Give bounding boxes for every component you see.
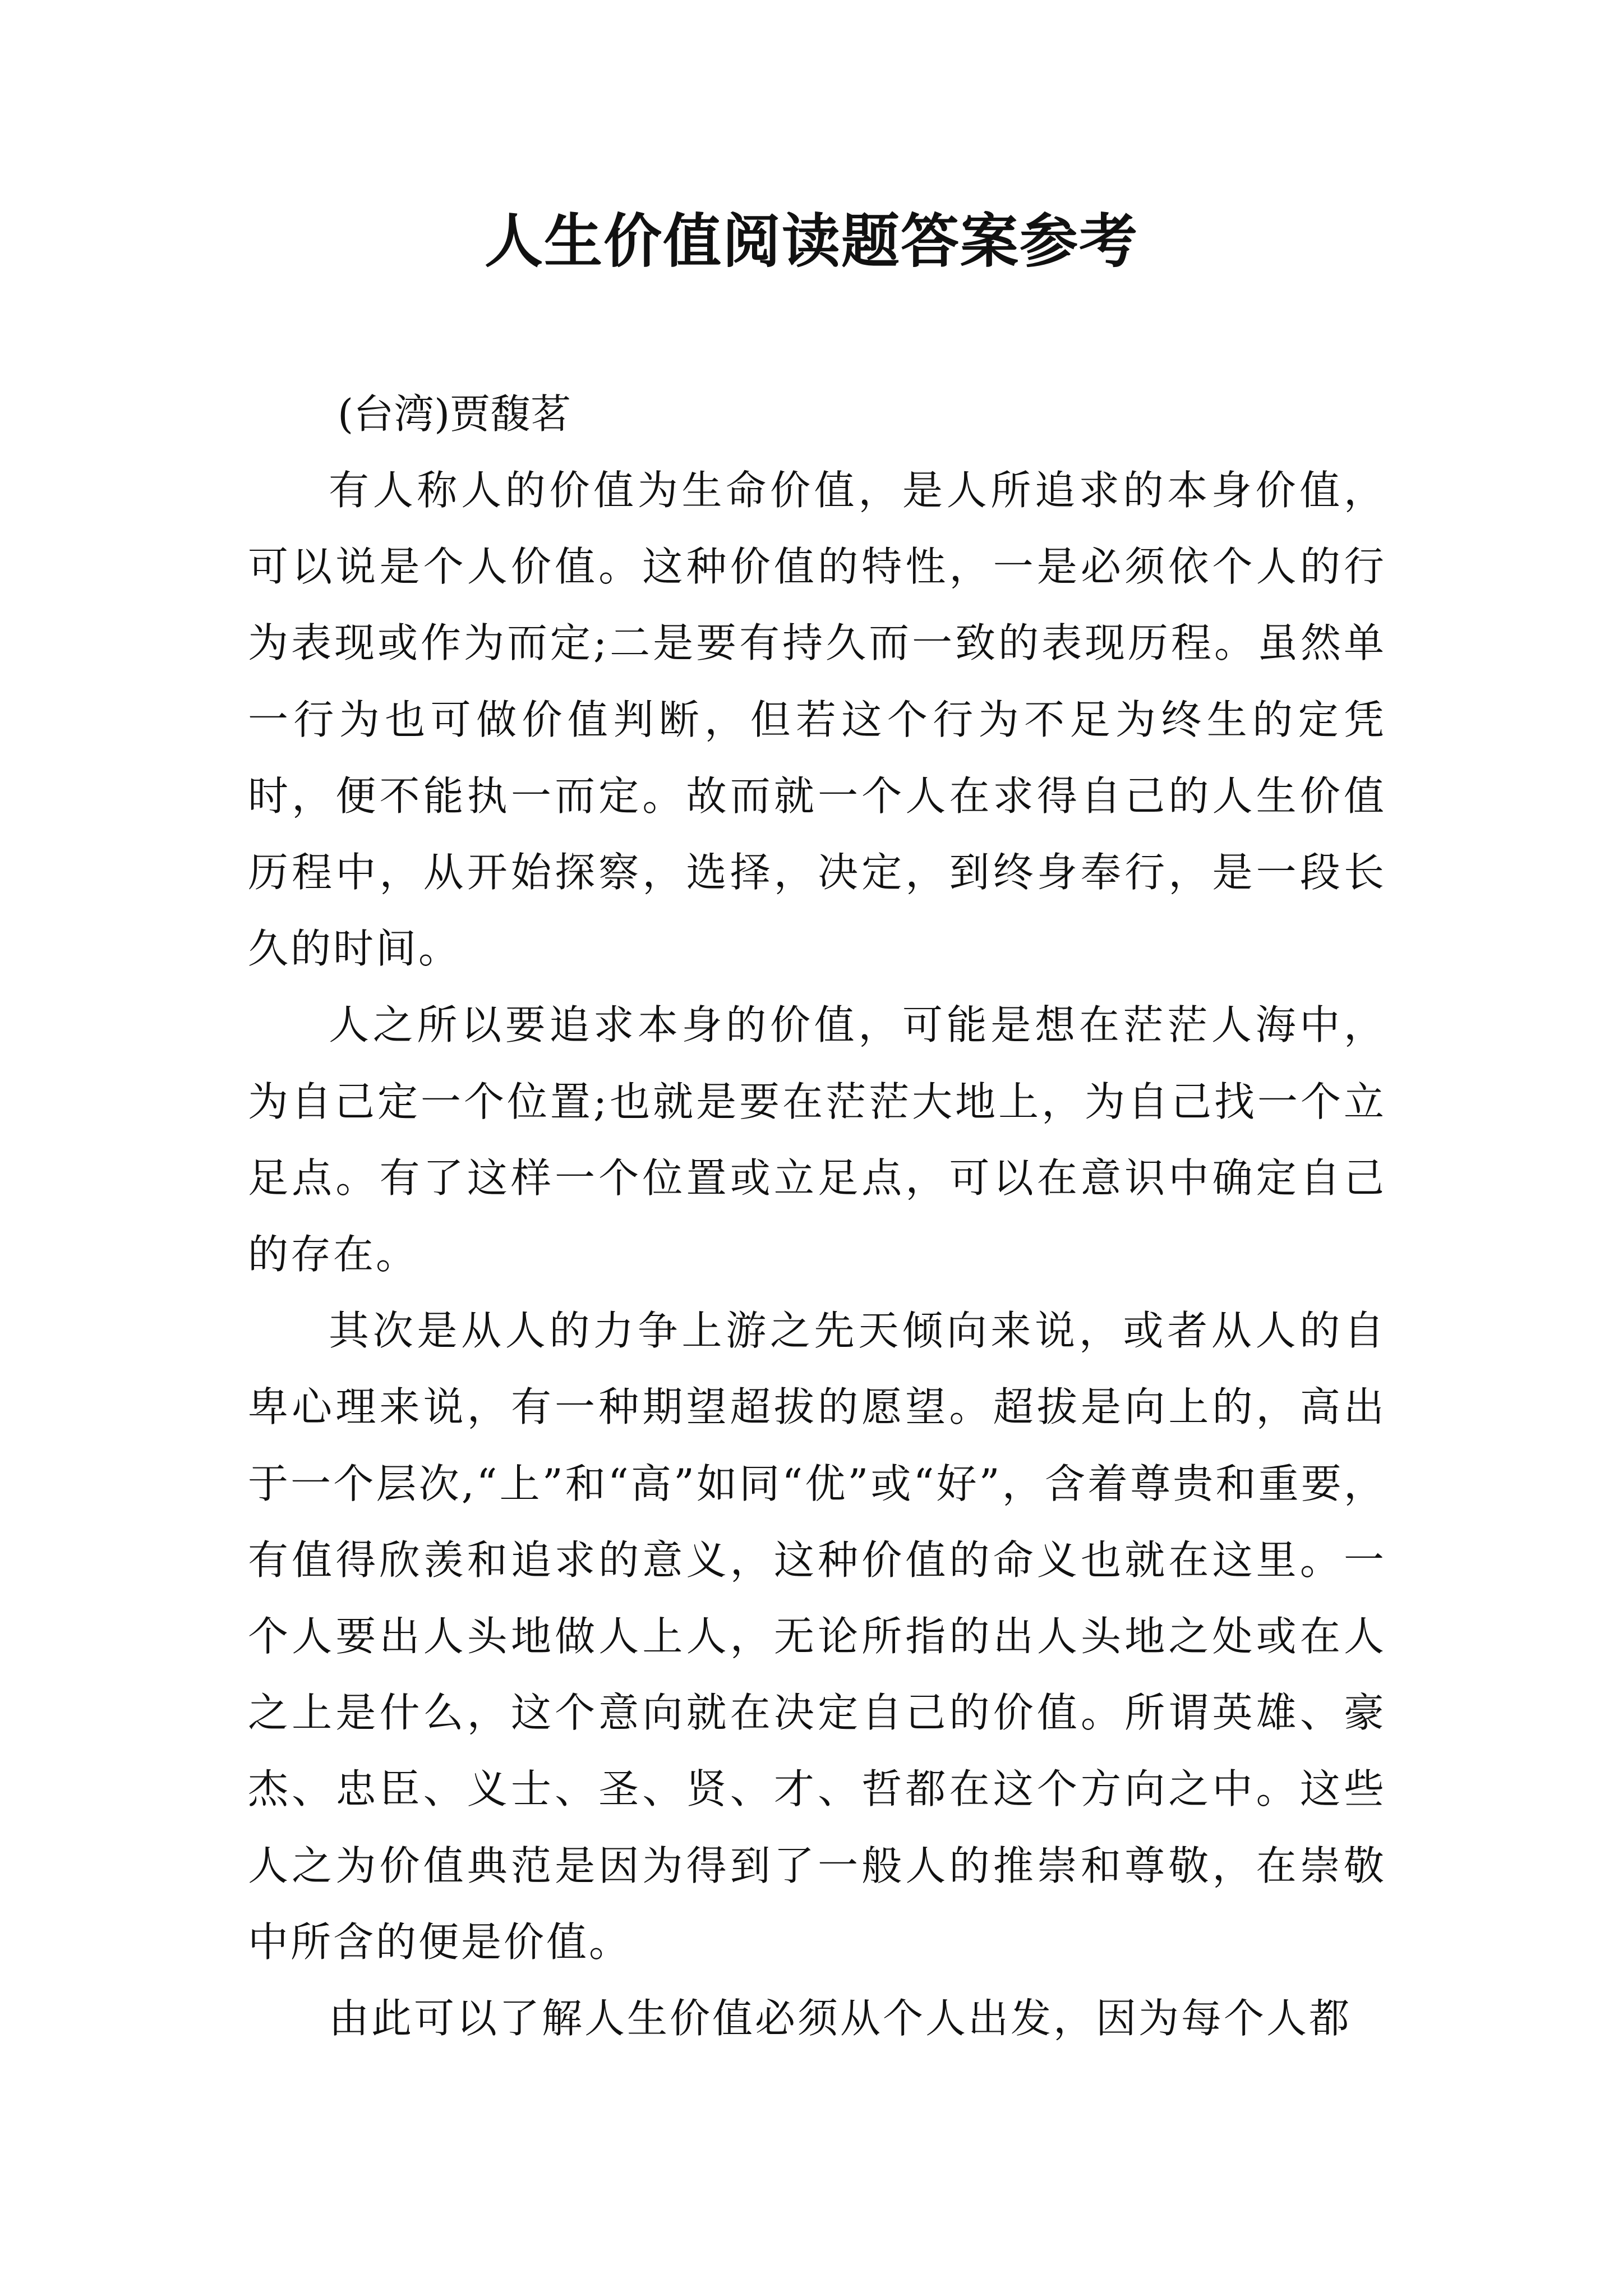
document-title: 人生价值阅读题答案参考	[484, 207, 1138, 275]
author-line: (台湾)贾馥茗	[338, 390, 571, 438]
document-body	[248, 376, 1386, 2056]
paragraph-1: 有人称人的价值为生命价值，是人所追求的本身价值，可以说是个人价值。这种价值的特性，一是必须依个人的行为表现或作为而定;二是要有持久而一致的表现历程。虽然单一行为也可做价值判断，但若这个行为不足为终生的定凭时，便不能执一而定。故而就一个人在求得自己的人生价值历程中，从开始探察，选择，决定，到终身奉行，是一段长久的时间。	[248, 467, 1386, 973]
paragraph-4: 由此可以了解人生价值必须从个人出发，因为每个人都	[329, 1995, 1352, 2042]
paragraph-3: 其次是从人的力争上游之先天倾向来说，或者从人的自卑心理来说，有一种期望超拔的愿望。超拔是向上的，高出于一个层次,“上”和“高”如同“优”或“好”，含着尊贵和重要，有值得欣羡和追求的意义，这种价值的命义也就在这里。一个人要出人头地做人上人，无论所指的出人头地之处或在人之上是什么，这个意向就在决定自己的价值。所谓英雄、豪杰、忠臣、义士、圣、贤、才、哲都在这个方向之中。这些人之为价值典范是因为得到了一般人的推崇和尊敬，在崇敬中所含的便是价值。	[248, 1307, 1386, 1966]
paragraph-2: 人之所以要追求本身的价值，可能是想在茫茫人海中，为自己定一个位置;也就是要在茫茫大地上，为自己找一个立足点。有了这样一个位置或立足点，可以在意识中确定自己的存在。	[248, 1001, 1386, 1278]
